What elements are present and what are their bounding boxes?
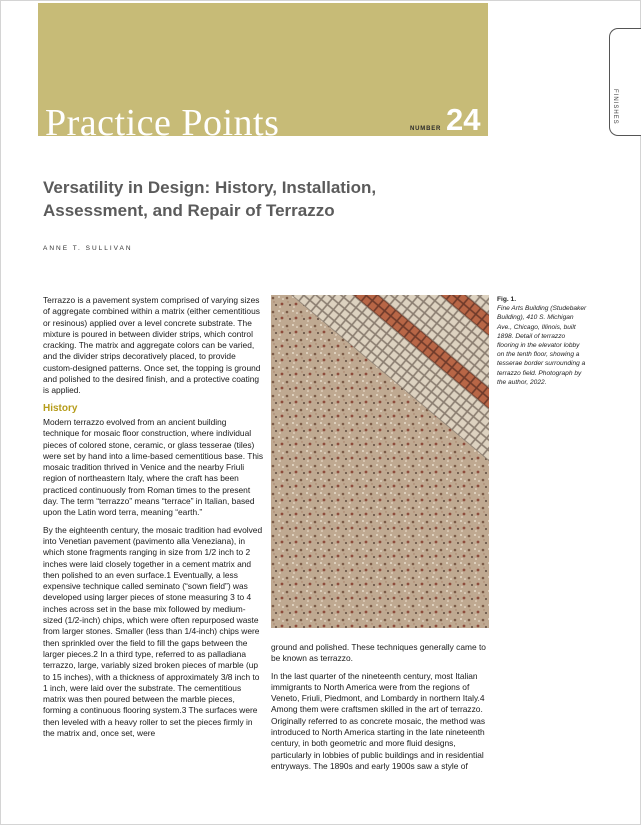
text-column-right — [271, 642, 490, 778]
intro-paragraph: Terrazzo is a pavement system comprised of varying sizes of aggregate combined within a matrix (either cementitious or resinous) applied over a level concrete substrate. The mixture is poured in between divider strips, which control cracking. The matrix and aggregate colors can be varied, and the divider strips decoratively placed, to provide custom-designed patterns. Once set, the topping is ground and polished to the desired finish, and a protective coating is applied. — [43, 295, 261, 396]
section-tab[interactable] — [609, 28, 641, 136]
author-byline: ANNE T. SULLIVAN — [43, 245, 133, 252]
terrazzo-photo — [271, 295, 489, 628]
series-title: Practice Points — [45, 102, 280, 144]
number-label: NUMBER — [410, 126, 442, 132]
section-tab-label: FINISHES — [612, 89, 618, 125]
history-paragraph-1: Modern terrazzo evolved from an ancient building technique for mosaic floor construction, where individual pieces of colored stone, ceramic, or glass tesserae (tiles) were set by hand into a lime-based cementitious base. This mosaic tradition thrived in Venice and the nearby Friuli region of northeastern Italy, where the craft has been practiced continuously from Roman times to the present day. The term “terrazzo” means “terrace” in Italian, based upon the Latin word terra, meaning “earth.” — [43, 416, 264, 518]
article-title: Versatility in Design: History, Installation, Assessment, and Repair of Terrazzo — [43, 178, 377, 220]
right-paragraph-1: ground and polished. These techniques generally came to be known as terrazzo. — [271, 642, 486, 664]
issue-number: 24 — [446, 102, 481, 137]
terrazzo-photo-image — [271, 295, 489, 628]
figure-caption-text: Fine Arts Building (Studebaker Building), 410 S. Michigan Ave., Chicago, Illinois, built 1898. Detail of terrazzo flooring in the elevator lobby on the tenth floor, showing a tesserae border surrounding a terrazzo field. Photograph by the author, 2022. — [497, 305, 587, 386]
text-column-left — [43, 295, 264, 745]
figure-label: Fig. 1. — [497, 296, 517, 303]
history-paragraph-2: By the eighteenth century, the mosaic tradition had evolved into Venetian pavement (pavimento alla Veneziana), in which stone fragments ranging in size from 1/2 inch to 2 inches were laid closely together in a cement matrix and then polished to an even surface.1 Eventually, a less expensive technique called seminato (“sown field”) was developed using larger pieces of stone measuring 3 to 4 inches across set in the base mix followed by medium-sized (1/2-inch) chips, which were often repurposed waste from larger stones. Smaller (less than 1/4-inch) chips were then sprinkled over the field to fill the gaps between the larger pieces.2 In a third type, referred to as palladiana terrazzo, large, variably sized broken pieces of marble (up to 15 inches), with a thickness of approximately 3/8 inch to 1 inch, were laid over the substrate. The cementitious matrix was then poured between the marble pieces, forming a continuous flooring system.3 The surfaces were then leveled with a heavy roller to set the pieces firmly in the matrix and, once set, were — [43, 524, 263, 738]
figure-caption — [497, 295, 587, 387]
right-paragraph-2: In the last quarter of the nineteenth century, most Italian immigrants to North America were from the regions of Veneto, Friuli, Piedmont, and Lombardy in northern Italy.4 Among them were craftsmen skilled in the art of terrazzo. Originally referred to as concrete mosaic, the method was introduced to North America starting in the late nineteenth century, in both geometric and more fluid designs, particularly in lobbies of public buildings and in residential entryways. The 1890s and early 1900s saw a style of — [271, 670, 486, 771]
history-heading: History — [43, 402, 78, 414]
